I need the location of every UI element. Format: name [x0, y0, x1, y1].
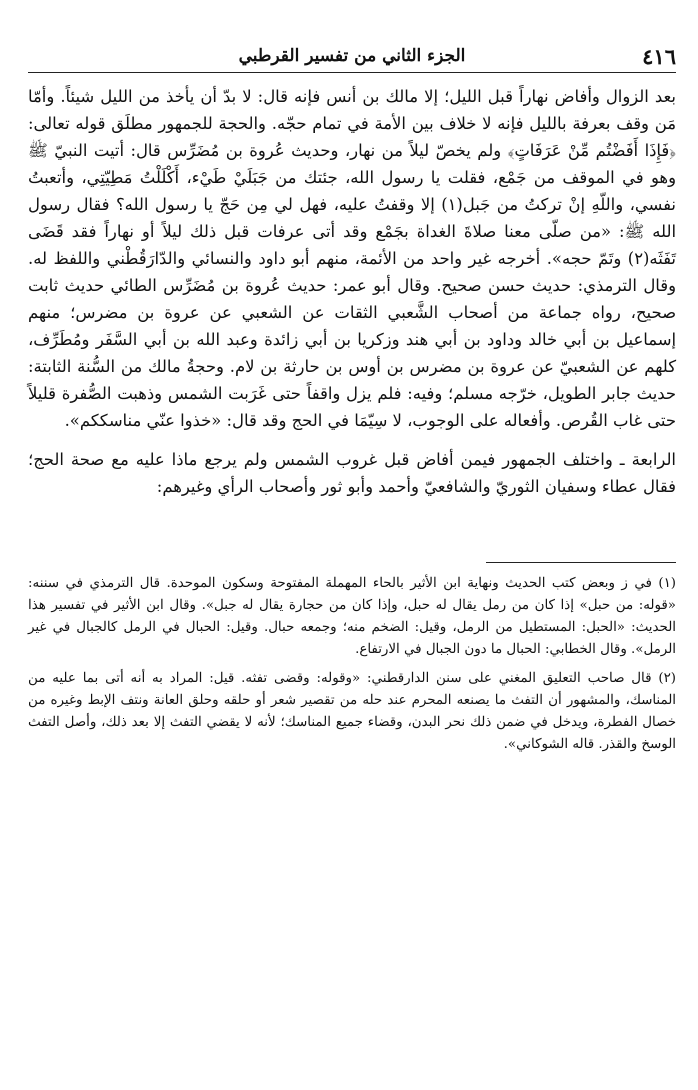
page-number: ٤١٦	[642, 44, 676, 69]
body-paragraph: الرابعة ـ واختلف الجمهور فيمن أفاض قبل غروب الشمس ولم يرجع ماذا عليه مع صحة الحج؛ فقال عطاء وسفيان الثوريّ والشافعيّ وأحمد وأبو ثور وأصحاب الرأي وغيرهم:	[28, 450, 676, 496]
footnote: (١) في ز وبعض كتب الحديث ونهاية ابن الأثير بالحاء المهملة المفتوحة وسكون الموحدة. قال الترمذي في سننه: «قوله: من حبل» إذا كان من رمل يقال له حبل، وإذا كان من حجارة يقال له جبل». وقال ابن الأثير في تفسير هذا الحديث: «الحبل: المستطيل من الرمل، وقيل: الضخم منه؛ وجمعه حبال. وقيل: الحبال في الرمل كالجبال في غير الرمل». وقال الخطابي: الحبال ما دون الجبال في الارتفاع.	[28, 576, 676, 657]
book-page	[28, 30, 676, 1070]
main-text	[28, 83, 676, 500]
footnotes	[28, 573, 676, 756]
running-title: الجزء الثاني من تفسير القرطبي	[238, 46, 466, 66]
footnote-divider	[486, 562, 676, 563]
footnote: (٢) قال صاحب التعليق المغني على سنن الدارقطني: «وقوله: وقضى تفثه. قيل: المراد به أنه أتى بما عليه من المناسك، والمشهور أن التفث ما يصنعه المحرم عند حله من تقصير شعر أو حلقه وحلق العانة ونتف الإبط وغيره من خصال الفطرة، ويدخل في ضمن ذلك نحر البدن، وقضاء جميع المناسك؛ لأنه لا يقضي التفث إلا بعد ذلك، وأصل التفث الوسخ والقذر. قاله الشوكاني».	[28, 671, 676, 752]
body-paragraph: بعد الزوال وأفاض نهاراً قبل الليل؛ إلا مالك بن أنس فإنه قال: لا بدّ أن يأخذ من الليل شيئاً. وأمّا مَن وقف بعرفة بالليل فإنه لا خلاف بين الأمة في تمام حجّه. والحجة للجمهور مطلَق قوله تعالى: ﴿فَإِذَا أَفَضْتُم مِّنْ عَرَفَاتٍ﴾ ولم يخصّ ليلاً من نهار، وحديث عُروة بن مُضَرِّس قال: أتيت النبيّ ﷺ وهو في الموقف من جَمْع، فقلت يا رسول الله، جئتك من جَبَلَيْ طَيْء، أَكْلَلْتُ مَطِيّتِي، وأتعبتُ نفسي، واللّهِ إنْ تركتُ من جَبل(١) إلا وقفتُ عليه، فهل لي مِن حَجّ يا رسول الله؟ فقال رسول الله ﷺ: «من صلّى معنا صلاةَ الغداة بجَمْع وقد أتى عرفات قبل ذلك ليلاً أو نهاراً فقد قَضَى تَفَثَه(٢) وتَمّ حجه». أخرجه غير واحد من الأئمة، منهم أبو داود والنسائي والدّارَقُطْني واللفظ له. وقال الترمذي: حديث حسن صحيح. وقال أبو عمر: حديث عُروة بن مُضَرِّس الطائي حديث ثابت صحيح، رواه جماعة من أصحاب الشَّعبي الثقات عن الشعبي عن عروة بن مضرس؛ منهم إسماعيل بن أبي خالد وداود بن أبي هند وزكريا بن أبي زائدة وعبد الله بن أبي السَّفَر ومُطَرِّف، كلهم عن الشعبيّ عن عروة بن مضرس بن أوس بن حارثة بن لام. وحجةُ مالك من السُّنة الثابتة: حديث جابر الطويل، خرّجه مسلم؛ وفيه: فلم يزل واقفاً حتى غَرَبت الشمس وذهبت الصُّفرة قليلاً حتى غاب القُرص. وأفعاله على الوجوب، لا سِيّمَا في الحج وقد قال: «خذوا عنّي مناسككم».	[28, 87, 676, 430]
running-header	[28, 30, 676, 73]
